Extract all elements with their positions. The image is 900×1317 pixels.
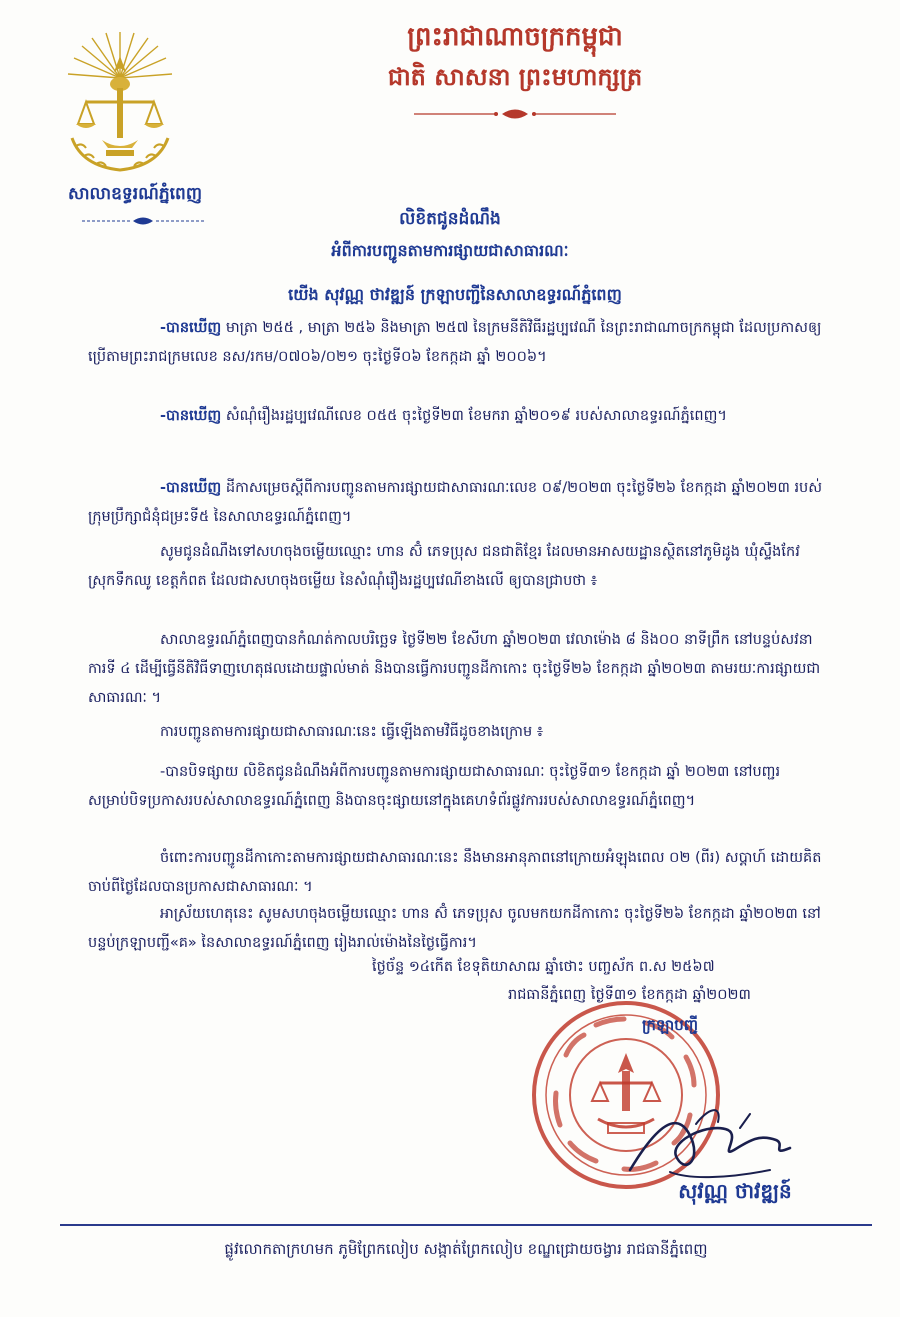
paragraph-text: អាស្រ័យហេតុនេះ សូមសហចុងចម្លើយឈ្មោះ ហាន ស៊ំ ភេទប្រុស ចូលមកយកដីកាកោះ ចុះថ្ងៃទី២៦ ខែកក្កដា ឆ្នាំ២០២៣ នៅបន្ទប់ក្រឡាបញ្ជី«គ» នៃសាលាឧទ្ធរណ៍ភ្នំពេញ រៀងរាល់ម៉ោងនៃថ្ងៃធ្វើការ។ (88, 906, 821, 951)
paragraph-text: ការបញ្ជូនតាមការផ្សាយជាសាធារណៈនេះ ធ្វើឡើងតាមវិធីដូចខាងក្រោម ៖ (160, 724, 544, 740)
paragraph-text: -បានបិទផ្សាយ លិខិតជូនដំណឹងអំពីការបញ្ជូនតាមការផ្សាយជាសាធារណៈ ចុះថ្ងៃទី៣១ ខែកក្កដា ឆ្នាំ ២០២៣ នៅបញ្ជរសម្រាប់បិទប្រកាសរបស់សាលាឧទ្ធរណ៍ភ្នំពេញ និងបានចុះផ្សាយនៅក្នុងគេហទំព័រផ្លូវការរបស់សាលាឧទ្ធរណ៍ភ្នំពេញ។ (88, 764, 781, 809)
signatory-title: ក្រឡាបញ្ជី (641, 1016, 699, 1034)
document-subtitle: អំពីការបញ្ជូនតាមការផ្សាយជាសាធារណៈ (331, 241, 569, 260)
footer-address: ផ្លូវលោកតាក្រហមក ភូមិព្រែកលៀប សង្កាត់ព្រែកលៀប ខណ្ឌជ្រោយចង្វារ រាជធានីភ្នំពេញ (224, 1240, 708, 1258)
document-title: លិខិតជូនដំណឹង (399, 209, 501, 229)
paragraph-text: ចំពោះការបញ្ជូនដីកាកោះតាមការផ្សាយជាសាធារណៈនេះ នឹងមានអានុភាពនៅក្រោយអំឡុងពេល ០២ (ពីរ) សប្តាហ៍ ដោយគិតចាប់ពីថ្ងៃដែលបានប្រកាសជាសាធារណៈ ។ (88, 850, 822, 895)
place-date: រាជធានីភ្នំពេញ ថ្ងៃទី៣១ ខែកក្កដា ឆ្នាំ២០២៣ (508, 987, 751, 1003)
paragraph-effect (88, 844, 826, 902)
court-emblem-icon (62, 28, 178, 178)
handwritten-signature-icon (600, 1100, 810, 1190)
ornament-divider-icon (78, 214, 208, 228)
paragraph-seen-2 (88, 402, 826, 431)
court-name: សាលាឧទ្ធរណ៍ភ្នំពេញ (67, 184, 203, 204)
footer-divider (60, 1224, 872, 1226)
signatory-name: សុវណ្ណ ថាវឌ្ឍន៍ (678, 1179, 792, 1203)
paragraph-seen-3 (88, 474, 826, 532)
paragraph-text: ដីកាសម្រេចស្តីពីការបញ្ជូនតាមការផ្សាយជាសាធារណៈលេខ ០៩/២០២៣ ចុះថ្ងៃទី២៦ ខែកក្កដា ឆ្នាំ២០២៣ របស់ក្រុមប្រឹក្សាជំនុំជម្រះទី៥ នៃសាលាឧទ្ធរណ៍ភ្នំពេញ។ (88, 480, 823, 525)
kingdom-heading: ព្រះរាជាណាចក្រកម្ពុជា (407, 22, 623, 52)
paragraph-text: សាលាឧទ្ធរណ៍ភ្នំពេញបានកំណត់កាលបរិច្ឆេទ ថ្ងៃទី២២ ខែសីហា ឆ្នាំ២០២៣ វេលាម៉ោង ៨ និង០០ នាទីព្រឹក នៅបន្ទប់សវនាការទី ៤ ដើម្បីធ្វើនីតិវិធីទាញហេតុផលដោយផ្ទាល់មាត់ និងបានធ្វើការបញ្ជូនដីកាកោះ ចុះថ្ងៃទី២៦ ខែកក្កដា ឆ្នាំ២០២៣ តាមរយៈការផ្សាយជាសាធារណៈ ។ (88, 632, 821, 706)
paragraph-notice (88, 538, 826, 596)
paragraph-label: -បានឃើញ (160, 320, 222, 336)
paragraph-seen-1 (88, 314, 826, 372)
paragraph-posted (88, 758, 826, 816)
paragraph-text: មាត្រា ២៥៥ , មាត្រា ២៥៦ និងមាត្រា ២៥៧ នៃក្រមនីតិវិធីរដ្ឋប្បវេណី នៃព្រះរាជាណាចក្រកម្ពុជា ដែលប្រកាសឲ្យប្រើតាមព្រះរាជក្រមលេខ នស/រកម/០៧០៦/០២១ ចុះថ្ងៃទី០៦ ខែកក្កដា ឆ្នាំ ២០០៦។ (88, 320, 822, 365)
paragraph-hearing (88, 626, 826, 713)
paragraph-method (88, 718, 826, 747)
issuer-line: យើង សុវណ្ណ ថាវឌ្ឍន៍ ក្រឡាបញ្ជីនៃសាលាឧទ្ធរណ៍ភ្នំពេញ (288, 285, 622, 304)
paragraph-request (88, 900, 826, 958)
paragraph-label: -បានឃើញ (160, 480, 222, 496)
paragraph-text: សំណុំរឿងរដ្ឋប្បវេណីលេខ ០៥៥ ចុះថ្ងៃទី២៣ ខែមករា ឆ្នាំ២០១៩ របស់សាលាឧទ្ធរណ៍ភ្នំពេញ។ (221, 408, 727, 424)
ornament-divider-icon (410, 106, 620, 122)
national-motto: ជាតិ សាសនា ព្រះមហាក្សត្រ (387, 63, 643, 91)
lunar-date: ថ្ងៃច័ន្ទ ១៤កើត ខែទុតិយាសាឍ ឆ្នាំថោះ បញ្ចស័ក ព.ស ២៥៦៧ (372, 959, 715, 975)
paragraph-label: -បានឃើញ (160, 408, 222, 424)
paragraph-text: សូមជូនដំណឹងទៅសហចុងចម្លើយឈ្មោះ ហាន ស៊ំ ភេទប្រុស ជនជាតិខ្មែរ ដែលមានអាសយដ្ឋានស្ថិតនៅភូមិដូង ឃុំស្ទឹងកែវ ស្រុកទឹកឈូ ខេត្តកំពត ដែលជាសហចុងចម្លើយ នៃសំណុំរឿងរដ្ឋប្បវេណីខាងលើ ឲ្យបានជ្រាបថា ៖ (88, 544, 800, 589)
